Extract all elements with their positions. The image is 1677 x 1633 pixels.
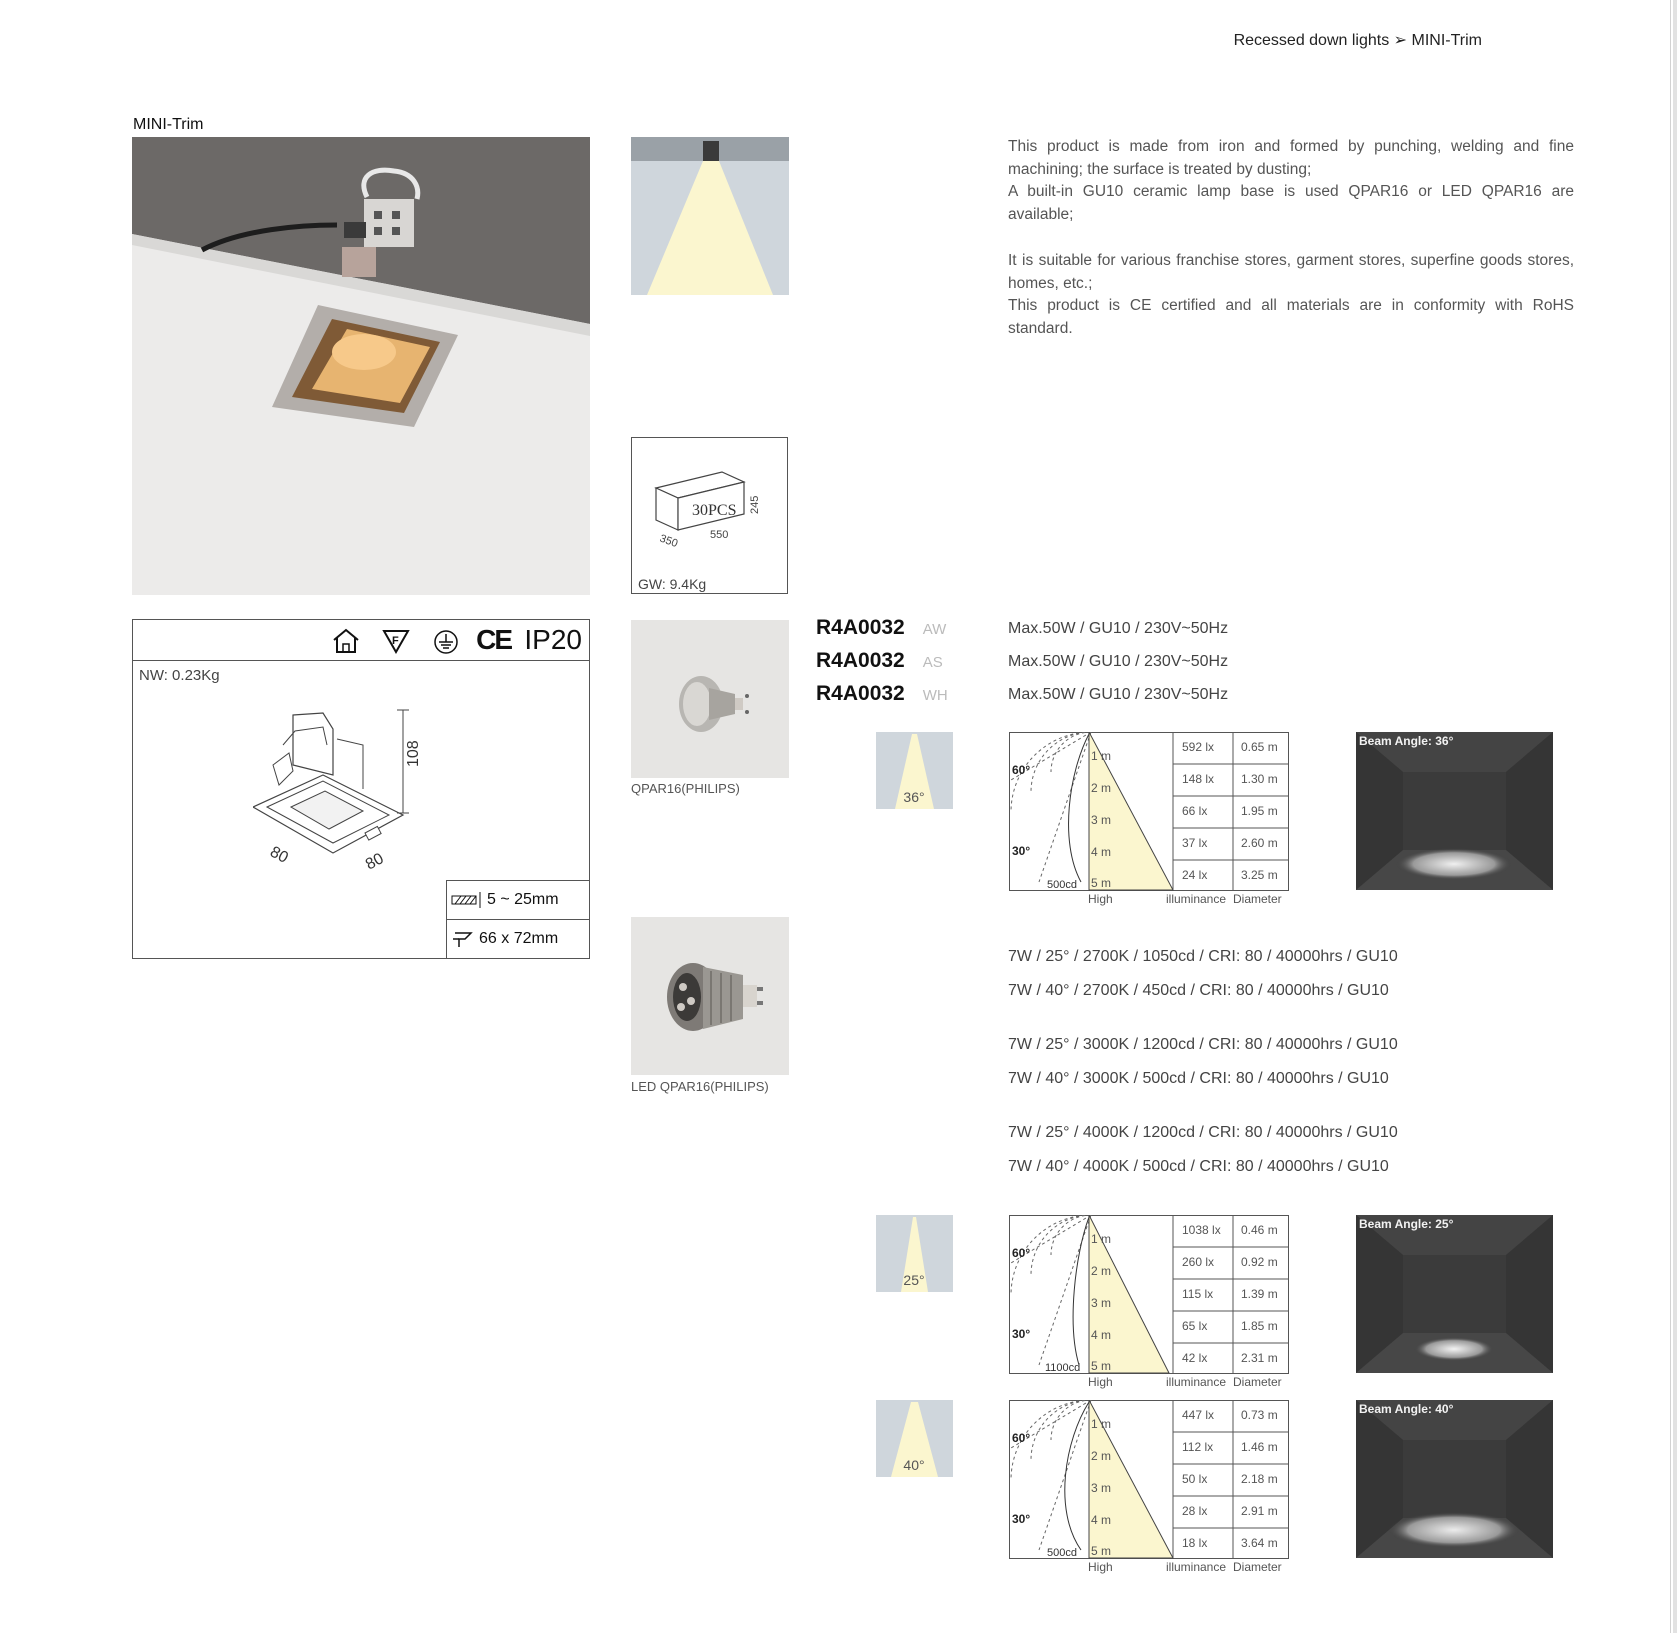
beam-room-render bbox=[1356, 732, 1553, 890]
illuminance-value: 66 lx bbox=[1182, 804, 1208, 818]
pack-dim-a: 350 bbox=[657, 532, 680, 551]
height-label: 2 m bbox=[1091, 1449, 1112, 1463]
beam-angle-label: 36° bbox=[903, 789, 925, 805]
led-spec-line: 7W / 25° / 2700K / 1050cd / CRI: 80 / 40000hrs / GU10 bbox=[1008, 948, 1398, 965]
pack-dim-c: 245 bbox=[749, 495, 761, 514]
model-spec: Max.50W / GU10 / 230V~50Hz bbox=[1008, 620, 1229, 637]
beam-angle-label: 40° bbox=[903, 1457, 925, 1473]
diameter-value: 1.85 m bbox=[1241, 1319, 1278, 1333]
model-finish: AW bbox=[922, 621, 947, 638]
dim-height: 108 bbox=[405, 740, 422, 767]
illuminance-value: 592 lx bbox=[1182, 740, 1215, 754]
beam-room-render bbox=[1356, 1400, 1553, 1558]
led-spec-line: 7W / 40° / 2700K / 450cd / CRI: 80 / 40000hrs / GU10 bbox=[1008, 982, 1389, 999]
svg-text:F: F bbox=[392, 635, 399, 647]
beam-room-label: Beam Angle: 40° bbox=[1359, 1402, 1454, 1416]
diameter-value: 0.65 m bbox=[1241, 740, 1278, 754]
candela-label: 500cd bbox=[1047, 879, 1077, 891]
diameter-value: 3.64 m bbox=[1241, 1536, 1278, 1550]
height-label: 3 m bbox=[1091, 813, 1112, 827]
illuminance-value: 50 lx bbox=[1182, 1472, 1208, 1486]
beam-room-label: Beam Angle: 25° bbox=[1359, 1217, 1454, 1231]
illuminance-value: 42 lx bbox=[1182, 1351, 1208, 1365]
f-mark-icon bbox=[382, 628, 410, 654]
ip-rating: IP20 bbox=[524, 624, 582, 655]
ce-mark: CE bbox=[476, 624, 511, 655]
beam-angle-diagram bbox=[876, 1400, 953, 1477]
photometric-chart bbox=[1009, 1215, 1289, 1375]
angle-60-label: 60° bbox=[1012, 763, 1031, 777]
beam-room-render bbox=[1356, 1215, 1553, 1373]
photom-axis-high: High bbox=[1088, 1560, 1113, 1574]
desc-paragraph: This product is CE certified and all materials are in conformity with RoHS standard. bbox=[1008, 297, 1574, 337]
illuminance-value: 148 lx bbox=[1182, 772, 1215, 786]
dim-width: 80 bbox=[267, 843, 291, 867]
desc-paragraph: A built-in GU10 ceramic lamp base is used QPAR16 or LED QPAR16 are available; bbox=[1008, 183, 1574, 223]
diameter-value: 2.91 m bbox=[1241, 1504, 1278, 1518]
ceiling-thickness-value: 5 ~ 25mm bbox=[487, 891, 559, 908]
illuminance-value: 115 lx bbox=[1182, 1287, 1214, 1301]
diameter-value: 1.30 m bbox=[1241, 772, 1278, 786]
illuminance-value: 65 lx bbox=[1182, 1319, 1208, 1333]
photometric-chart bbox=[1009, 732, 1289, 892]
angle-30-label: 30° bbox=[1012, 844, 1031, 858]
candela-label: 500cd bbox=[1047, 1547, 1077, 1559]
model-spec: Max.50W / GU10 / 230V~50Hz bbox=[1008, 686, 1229, 703]
installation-dims bbox=[446, 880, 589, 958]
photom-axis-illuminance: illuminance bbox=[1166, 892, 1227, 906]
height-label: 1 m bbox=[1091, 1232, 1112, 1246]
photom-axis-illuminance: illuminance bbox=[1166, 1560, 1227, 1574]
height-label: 2 m bbox=[1091, 781, 1112, 795]
height-label: 3 m bbox=[1091, 1481, 1112, 1495]
angle-30-label: 30° bbox=[1012, 1512, 1031, 1526]
beam-angle-diagram bbox=[876, 732, 953, 809]
illuminance-value: 260 lx bbox=[1182, 1255, 1215, 1269]
photometric-chart bbox=[1009, 1400, 1289, 1560]
diameter-value: 0.92 m bbox=[1241, 1255, 1278, 1269]
desc-paragraph: This product is made from iron and formed by punching, welding and fine machining; the surface is treated by dusting; bbox=[1008, 138, 1574, 178]
led-spec-line: 7W / 25° / 3000K / 1200cd / CRI: 80 / 40000hrs / GU10 bbox=[1008, 1036, 1398, 1053]
led-spec-line: 7W / 40° / 3000K / 500cd / CRI: 80 / 40000hrs / GU10 bbox=[1008, 1070, 1389, 1087]
photom-axis-diameter: Diameter bbox=[1233, 1560, 1282, 1574]
height-label: 2 m bbox=[1091, 1264, 1112, 1278]
product-photo bbox=[132, 137, 590, 595]
product-description bbox=[1008, 136, 1574, 340]
diameter-value: 0.46 m bbox=[1241, 1223, 1278, 1237]
diameter-value: 1.39 m bbox=[1241, 1287, 1278, 1301]
lamp-caption: QPAR16(PHILIPS) bbox=[631, 781, 740, 796]
certification-bar bbox=[133, 620, 589, 661]
dim-depth: 80 bbox=[362, 850, 387, 874]
lamp-caption: LED QPAR16(PHILIPS) bbox=[631, 1079, 769, 1094]
page-edge-line bbox=[1670, 0, 1671, 1633]
ceiling-thickness-icon bbox=[451, 890, 483, 910]
illuminance-value: 18 lx bbox=[1182, 1536, 1208, 1550]
diameter-value: 2.60 m bbox=[1241, 836, 1278, 850]
packaging-info bbox=[631, 437, 788, 594]
model-finish: WH bbox=[922, 687, 948, 704]
beam-room-label: Beam Angle: 36° bbox=[1359, 734, 1454, 748]
illuminance-value: 1038 lx bbox=[1182, 1223, 1221, 1237]
illuminance-value: 112 lx bbox=[1182, 1440, 1214, 1454]
model-code: R4A0032 bbox=[816, 682, 905, 705]
photom-axis-high: High bbox=[1088, 892, 1113, 906]
beam-angle-diagram bbox=[876, 1215, 953, 1292]
model-code: R4A0032 bbox=[816, 649, 905, 672]
ceiling-thickness-row bbox=[447, 881, 589, 920]
model-row bbox=[816, 682, 948, 706]
spec-box bbox=[132, 619, 590, 959]
gross-weight: GW: 9.4Kg bbox=[638, 576, 707, 592]
model-finish: AS bbox=[922, 654, 943, 671]
pack-qty-label: 30PCS bbox=[692, 502, 737, 519]
model-code: R4A0032 bbox=[816, 616, 905, 639]
photom-axis-diameter: Diameter bbox=[1233, 892, 1282, 906]
cutout-icon bbox=[451, 929, 475, 949]
beam-angle-label: 25° bbox=[903, 1272, 925, 1288]
dimension-drawing bbox=[253, 705, 493, 885]
model-row bbox=[816, 616, 946, 640]
height-label: 3 m bbox=[1091, 1296, 1112, 1310]
diameter-value: 0.73 m bbox=[1241, 1408, 1278, 1422]
lamp-photo-qpar16 bbox=[631, 620, 789, 778]
photom-axis-diameter: Diameter bbox=[1233, 1375, 1282, 1389]
angle-60-label: 60° bbox=[1012, 1431, 1031, 1445]
height-label: 5 m bbox=[1091, 1544, 1112, 1558]
page-edge bbox=[1673, 0, 1677, 1633]
earth-ground-icon bbox=[433, 629, 459, 655]
diameter-value: 2.18 m bbox=[1241, 1472, 1278, 1486]
height-label: 5 m bbox=[1091, 876, 1112, 890]
led-spec-line: 7W / 40° / 4000K / 500cd / CRI: 80 / 40000hrs / GU10 bbox=[1008, 1158, 1389, 1175]
lamp-photo-led-qpar16 bbox=[631, 917, 789, 1075]
height-label: 5 m bbox=[1091, 1359, 1112, 1373]
height-label: 4 m bbox=[1091, 845, 1112, 859]
breadcrumb: Recessed down lights ➢ MINI-Trim bbox=[1233, 32, 1482, 49]
model-row bbox=[816, 649, 943, 673]
diameter-value: 2.31 m bbox=[1241, 1351, 1278, 1365]
height-label: 1 m bbox=[1091, 749, 1112, 763]
illuminance-value: 447 lx bbox=[1182, 1408, 1215, 1422]
illuminance-value: 37 lx bbox=[1182, 836, 1208, 850]
section-title: MINI-Trim bbox=[133, 116, 204, 133]
desc-paragraph: It is suitable for various franchise stores, garment stores, superfine goods stores, homes, etc.; bbox=[1008, 252, 1574, 292]
led-spec-line: 7W / 25° / 4000K / 1200cd / CRI: 80 / 40000hrs / GU10 bbox=[1008, 1124, 1398, 1141]
height-label: 4 m bbox=[1091, 1513, 1112, 1527]
diameter-value: 3.25 m bbox=[1241, 868, 1278, 882]
cutout-value: 66 x 72mm bbox=[479, 930, 559, 947]
net-weight: NW: 0.23Kg bbox=[139, 667, 220, 684]
diameter-value: 1.95 m bbox=[1241, 804, 1278, 818]
angle-30-label: 30° bbox=[1012, 1327, 1031, 1341]
illuminance-value: 28 lx bbox=[1182, 1504, 1208, 1518]
diameter-value: 1.46 m bbox=[1241, 1440, 1278, 1454]
pack-dim-b: 550 bbox=[710, 529, 729, 541]
candela-label: 1100cd bbox=[1045, 1362, 1081, 1374]
photom-axis-illuminance: illuminance bbox=[1166, 1375, 1227, 1389]
angle-60-label: 60° bbox=[1012, 1246, 1031, 1260]
indoor-house-icon bbox=[332, 628, 360, 654]
model-spec: Max.50W / GU10 / 230V~50Hz bbox=[1008, 653, 1229, 670]
height-label: 1 m bbox=[1091, 1417, 1112, 1431]
cutout-row bbox=[447, 920, 589, 958]
photom-axis-high: High bbox=[1088, 1375, 1113, 1389]
illuminance-value: 24 lx bbox=[1182, 868, 1208, 882]
height-label: 4 m bbox=[1091, 1328, 1112, 1342]
beam-diagram bbox=[631, 137, 789, 295]
